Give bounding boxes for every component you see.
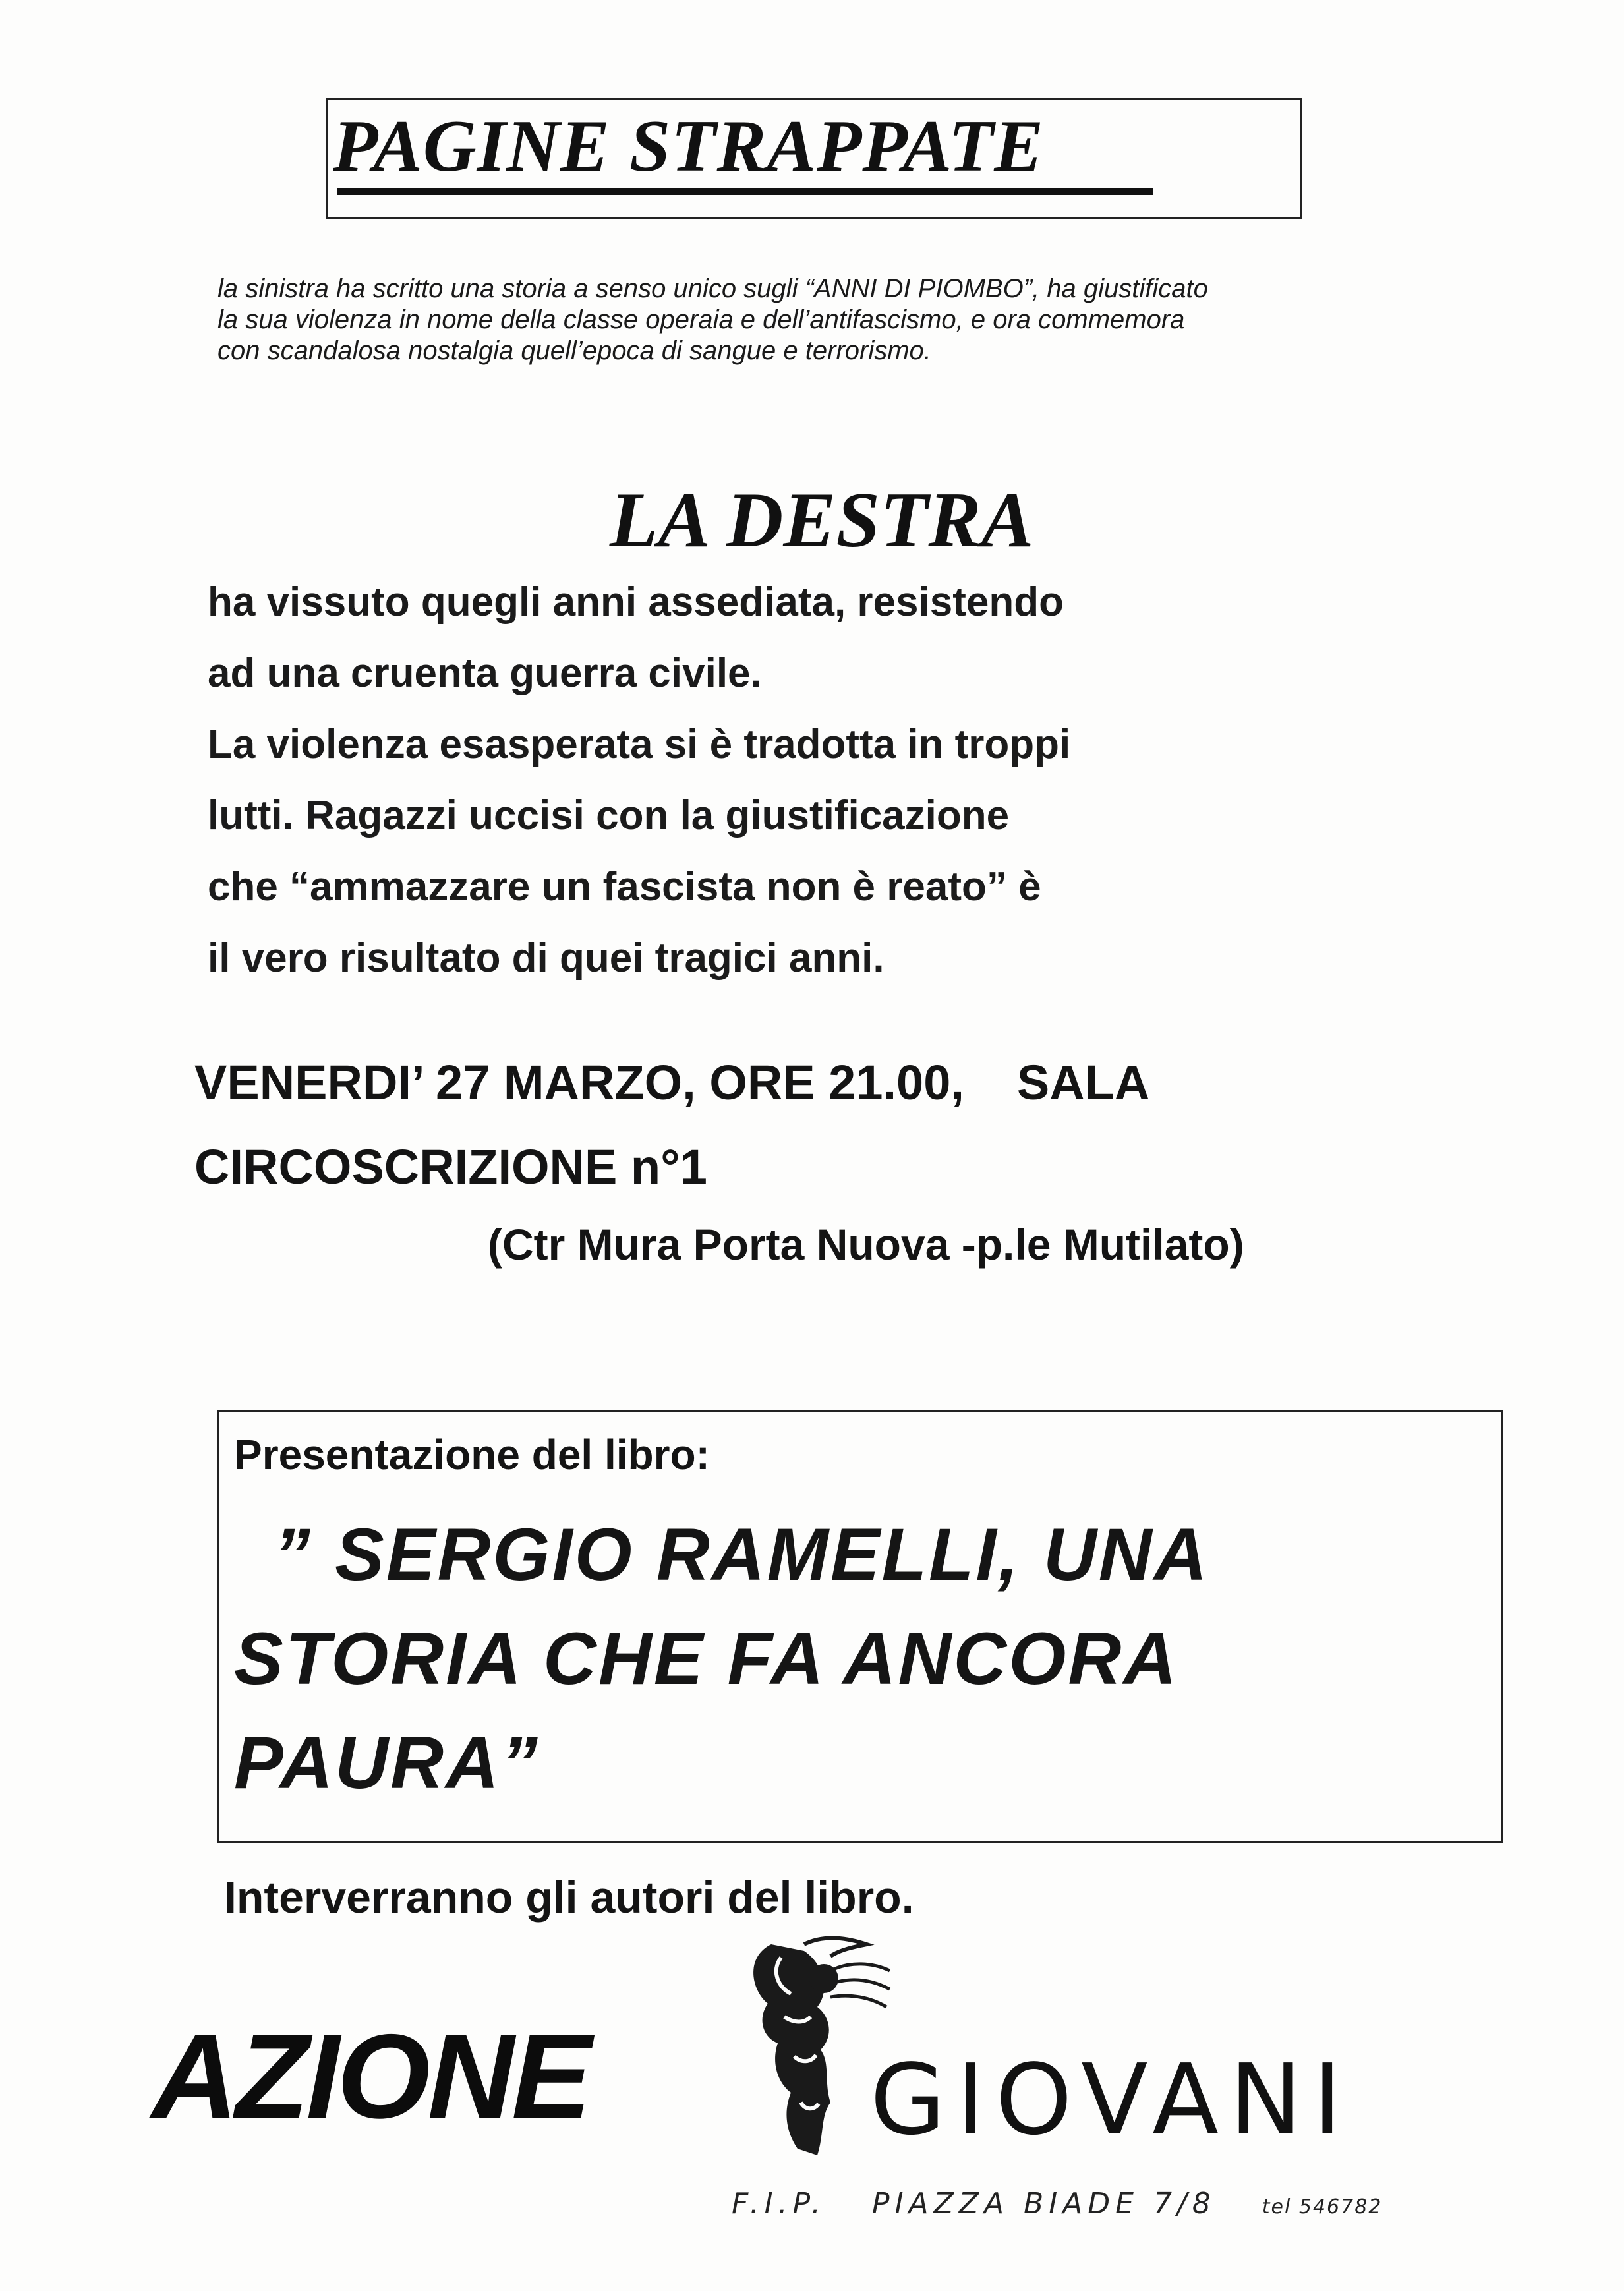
event-venue-word: SALA xyxy=(1016,1055,1150,1110)
logo-azione: AZIONE xyxy=(152,2009,589,2143)
book-title-line: STORIA CHE FA ANCORA xyxy=(234,1617,1179,1700)
body-line: il vero risultato di quei tragici anni. xyxy=(208,935,884,981)
body-line: ad una cruenta guerra civile. xyxy=(208,651,762,696)
book-title xyxy=(234,1503,1354,1815)
intro-paragraph xyxy=(218,274,1470,366)
event-venue-name: CIRCOSCRIZIONE n°1 xyxy=(194,1140,707,1194)
speakers-line: Interverranno gli autori del libro. xyxy=(224,1872,914,1923)
intro-line: la sua violenza in nome della classe operaia e dell’antifascismo, e ora commemora xyxy=(218,305,1185,334)
intro-line: con scandalosa nostalgia quell’epoca di sangue e terrorismo. xyxy=(218,336,931,365)
body-line: lutti. Ragazzi uccisi con la giustificazione xyxy=(208,793,1010,838)
title-underline xyxy=(337,188,1153,195)
event-datetime-line xyxy=(194,1055,1149,1111)
body-line: La violenza esasperata si è tradotta in troppi xyxy=(208,722,1071,767)
book-title-line: PAURA” xyxy=(234,1722,540,1804)
footer-address: PIAZZA BIADE 7/8 xyxy=(872,2187,1216,2220)
body-line: che “ammazzare un fascista non è reato” è xyxy=(208,864,1041,910)
footer-phone: tel 546782 xyxy=(1262,2195,1383,2218)
section-heading: LA DESTRA xyxy=(610,476,1034,564)
footer-contact xyxy=(732,2187,1382,2220)
body-paragraph xyxy=(208,567,1070,994)
intro-line: la sinistra ha scritto una storia a senso unico sugli “ANNI DI PIOMBO”, ha giustificato xyxy=(218,274,1208,303)
footer-org: F.I.P. xyxy=(732,2187,826,2220)
book-label: Presentazione del libro: xyxy=(234,1431,710,1478)
logo-giovani: GIOVANI xyxy=(870,2043,1352,2157)
page-title: PAGINE STRAPPATE xyxy=(333,105,1045,187)
body-line: ha vissuto quegli anni assediata, resistendo xyxy=(208,579,1064,625)
event-datetime: VENERDI’ 27 MARZO, ORE 21.00, xyxy=(194,1055,964,1110)
event-location: (Ctr Mura Porta Nuova -p.le Mutilato) xyxy=(488,1220,1244,1269)
book-title-line: ” SERGIO RAMELLI, UNA xyxy=(274,1513,1209,1596)
